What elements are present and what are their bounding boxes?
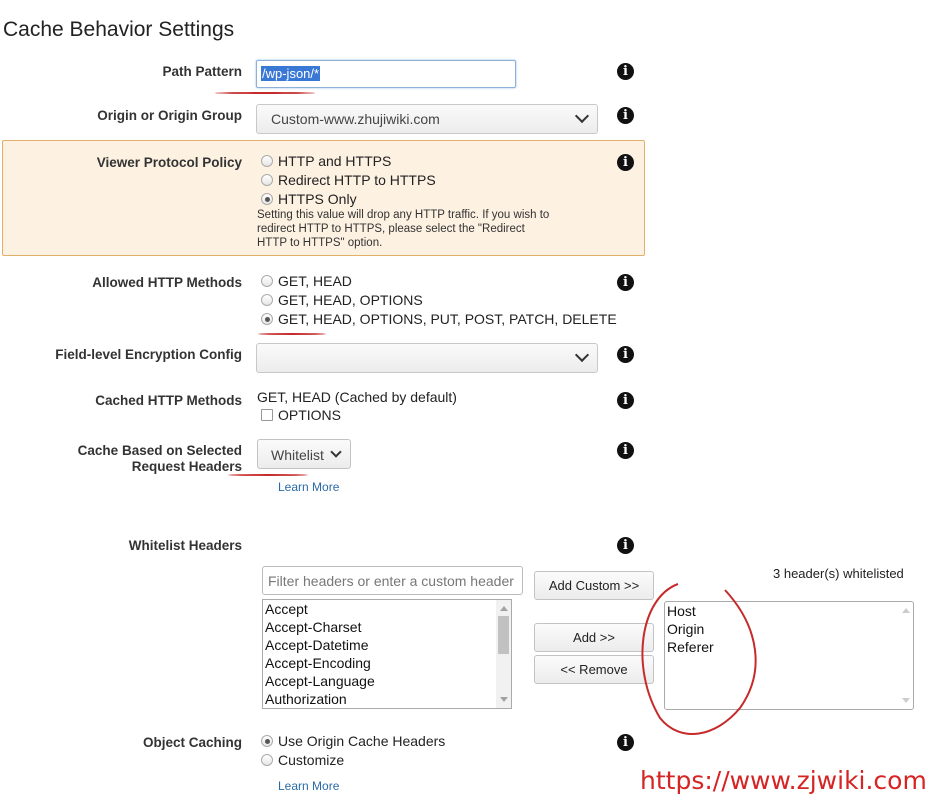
radio-label: GET, HEAD, OPTIONS, PUT, POST, PATCH, DELETE [278, 311, 617, 327]
filter-placeholder: Filter headers or enter a custom header [268, 573, 514, 589]
cached-methods-default: GET, HEAD (Cached by default) [257, 389, 457, 405]
radio-button[interactable] [261, 275, 273, 287]
whitelist-headers-label: Whitelist Headers [128, 538, 242, 553]
radio-https-only[interactable] [261, 191, 357, 207]
fle-config-label: Field-level Encryption Config [55, 347, 242, 362]
radio-button[interactable] [261, 754, 273, 766]
radio-redirect-http-to-https[interactable] [261, 172, 436, 188]
whitelist-dropdown-value: Whitelist [271, 447, 324, 463]
scroll-down-arrow-icon[interactable] [902, 698, 910, 703]
list-item[interactable]: Accept [265, 601, 308, 617]
info-icon[interactable]: i [617, 537, 634, 554]
radio-use-origin-cache-headers[interactable] [261, 733, 445, 749]
annotation-underline [258, 333, 326, 335]
radio-button[interactable] [261, 174, 273, 186]
radio-label: Redirect HTTP to HTTPS [278, 172, 436, 188]
options-checkbox[interactable] [261, 409, 273, 421]
info-icon[interactable]: i [617, 274, 634, 291]
remove-button[interactable]: << Remove [534, 655, 654, 684]
scroll-down-arrow-icon[interactable] [500, 697, 508, 702]
viewer-protocol-note: Setting this value will drop any HTTP traffic. If you wish to redirect HTTP to HTTPS, please select the "Redirect HTTP to HTTPS" option. [257, 209, 550, 249]
radio-button[interactable] [261, 294, 273, 306]
chevron-down-icon [575, 348, 589, 362]
radio-label: HTTPS Only [278, 191, 357, 207]
info-icon[interactable]: i [617, 442, 634, 459]
whitelist-dropdown[interactable] [257, 439, 351, 469]
info-icon[interactable]: i [617, 392, 634, 409]
scrollbar[interactable] [898, 602, 913, 709]
viewer-protocol-label: Viewer Protocol Policy [96, 155, 242, 170]
radio-label: GET, HEAD [278, 273, 352, 289]
path-pattern-label: Path Pattern [162, 64, 242, 79]
origin-value: Custom-www.zhujiwiki.com [271, 111, 440, 127]
list-item[interactable]: Accept-Language [265, 673, 375, 689]
annotation-circle [630, 578, 770, 758]
info-icon[interactable]: i [617, 63, 634, 80]
path-pattern-input[interactable] [256, 60, 516, 88]
radio-get-head[interactable] [261, 273, 352, 289]
options-checkbox-row[interactable] [261, 407, 341, 423]
list-item[interactable]: Host [667, 603, 696, 619]
annotation-underline [228, 474, 308, 476]
chevron-down-icon [330, 446, 341, 457]
add-custom-button[interactable]: Add Custom >> [534, 571, 654, 600]
radio-label: Customize [278, 752, 345, 768]
radio-button[interactable] [261, 155, 273, 167]
list-item[interactable]: Origin [667, 621, 705, 637]
radio-label: HTTP and HTTPS [278, 153, 392, 169]
origin-select[interactable] [256, 104, 598, 134]
radio-get-head-options[interactable] [261, 292, 423, 308]
scroll-up-arrow-icon[interactable] [902, 608, 910, 613]
radio-customize[interactable] [261, 752, 344, 768]
checkbox-label: OPTIONS [278, 407, 342, 423]
radio-http-and-https[interactable] [261, 153, 391, 169]
list-item[interactable]: Accept-Charset [265, 619, 362, 635]
radio-label: GET, HEAD, OPTIONS [278, 292, 423, 308]
radio-button-selected[interactable] [261, 313, 273, 325]
learn-more-link[interactable]: Learn More [278, 480, 340, 494]
list-item[interactable]: Authorization [265, 691, 347, 707]
whitelisted-count: 3 header(s) whitelisted [773, 566, 904, 581]
radio-label: Use Origin Cache Headers [278, 733, 446, 749]
label-line: Request Headers [131, 459, 242, 474]
list-item[interactable]: Accept-Encoding [265, 655, 371, 671]
list-item[interactable]: Referer [667, 639, 714, 655]
scrollbar-thumb[interactable] [498, 616, 509, 654]
label-line: Cache Based on Selected [77, 443, 242, 458]
allowed-methods-label: Allowed HTTP Methods [92, 275, 242, 290]
origin-label: Origin or Origin Group [97, 108, 242, 123]
watermark-url: https://www.zjwiki.com [640, 766, 927, 795]
cached-methods-label: Cached HTTP Methods [95, 393, 242, 408]
cache-headers-label [0, 443, 242, 475]
info-icon[interactable]: i [617, 346, 634, 363]
info-icon[interactable]: i [617, 734, 634, 751]
radio-button-selected[interactable] [261, 193, 273, 205]
scroll-up-arrow-icon[interactable] [500, 606, 508, 611]
info-icon[interactable]: i [617, 154, 634, 171]
header-filter-input[interactable] [262, 566, 523, 595]
list-item[interactable]: Accept-Datetime [265, 637, 369, 653]
radio-all-methods[interactable] [261, 311, 617, 327]
scrollbar[interactable] [496, 600, 511, 708]
available-headers-list[interactable] [262, 599, 512, 709]
chevron-down-icon [575, 109, 589, 123]
object-caching-label: Object Caching [142, 735, 242, 750]
info-icon[interactable]: i [617, 107, 634, 124]
add-button[interactable]: Add >> [534, 623, 654, 652]
radio-button-selected[interactable] [261, 735, 273, 747]
learn-more-link[interactable]: Learn More [278, 779, 340, 793]
annotation-underline [215, 92, 315, 94]
path-pattern-value: /wp-json/* [262, 66, 320, 81]
page-title: Cache Behavior Settings [3, 18, 235, 41]
fle-config-select[interactable] [256, 343, 598, 373]
